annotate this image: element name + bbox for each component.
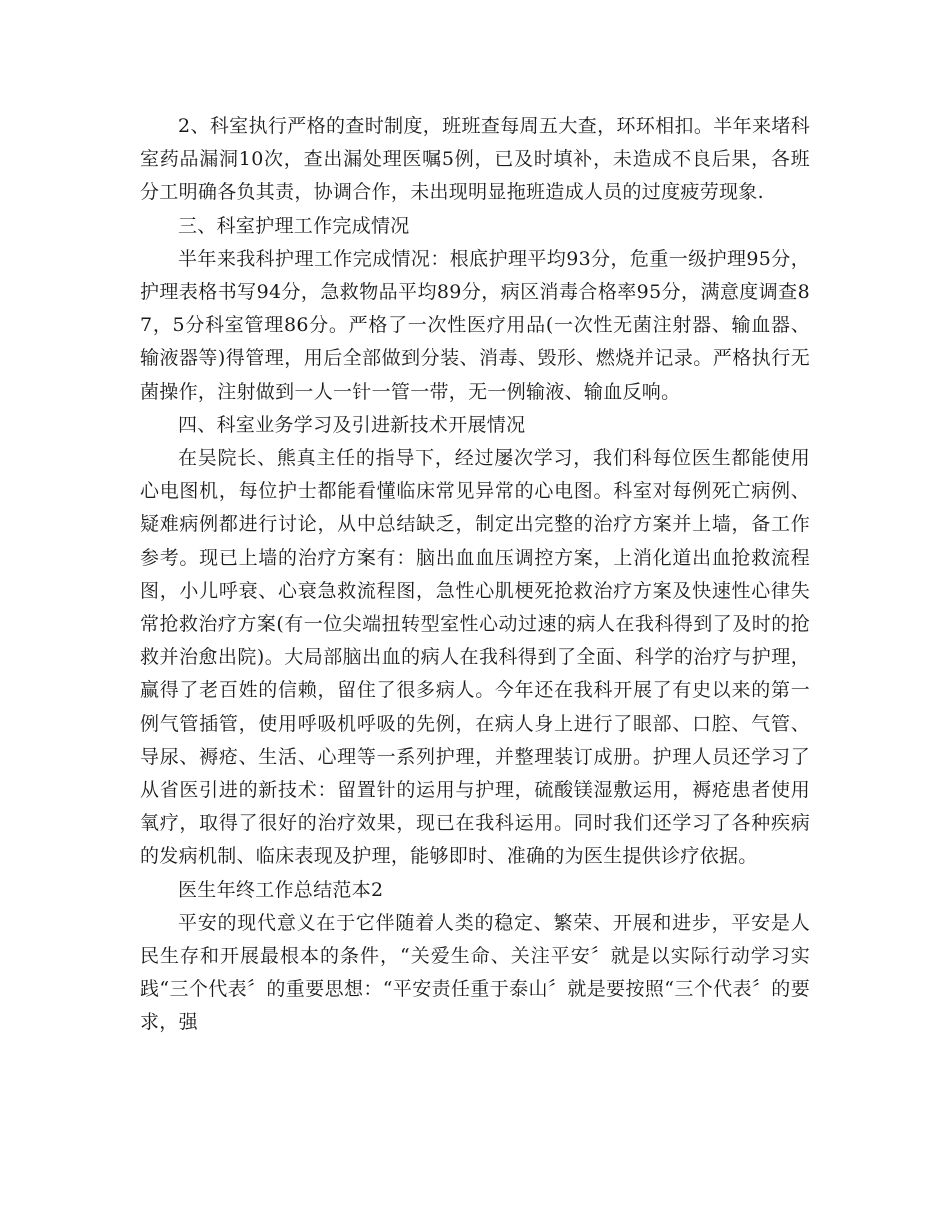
section-heading-nursing-completion: 三、科室护理工作完成情况 (178, 214, 410, 237)
paragraph-safety: 平安的现代意义在于它伴随着人类的稳定、繁荣、开展和进步，平安是人民生存和开展最根本的条件，“关爱生命、关注平安〞就是以实际行动学习实践“三个代表〞的重要思想：“平安责任重于泰山〞就是要按照“三个代表〞的要求，强 (140, 911, 810, 1034)
document-page (140, 110, 810, 1040)
section-heading-sample-2: 医生年终工作总结范本2 (178, 878, 384, 901)
paragraph-study-new-tech: 在吴院长、熊真主任的指导下，经过屡次学习，我们科每位医生都能使用心电图机，每位护士都能看懂临床常见异常的心电图。科室对每例死亡病例、疑难病例都进行讨论，从中总结缺乏，制定出完整的治疗方案并上墙，备工作参考。现已上墙的治疗方案有：脑出血血压调控方案，上消化道出血抢救流程图，小儿呼衰、心衰急救流程图，急性心肌梗死抢救治疗方案及快速性心律失常抢救治疗方案(有一位尖端扭转型室性心动过速的病人在我科得到了及时的抢救并治愈出院)。大局部脑出血的病人在我科得到了全面、科学的治疗与护理，赢得了老百姓的信赖，留住了很多病人。今年还在我科开展了有史以来的第一例气管插管，使用呼吸机呼吸的先例，在病人身上进行了眼部、口腔、气管、导尿、褥疮、生活、心理等一系列护理，并整理装订成册。护理人员还学习了从省医引进的新技术：留置针的运用与护理，硫酸镁湿敷运用，褥疮患者使用氧疗，取得了很好的治疗效果，现已在我科运用。同时我们还学习了各种疾病的发病机制、临床表现及护理，能够即时、准确的为医生提供诊疗依据。 (140, 447, 810, 868)
paragraph-duty-checks: 2、科室执行严格的查时制度，班班查每周五大查，环环相扣。半年来堵科室药品漏洞10次，查出漏处理医嘱5例，已及时填补，未造成不良后果，各班分工明确各负其责，协调合作，未出现明显拖班造成人员的过度疲劳现象. (140, 115, 810, 204)
paragraph-nursing-results: 半年来我科护理工作完成情况：根底护理平均93分，危重一级护理95分，护理表格书写94分，急救物品平均89分，病区消毒合格率95分，满意度调查87，5分科室管理86分。严格了一次性医疗用品(一次性无菌注射器、输血器、输液器等)得管理，用后全部做到分装、消毒、毁形、燃烧并记录。严格执行无菌操作，注射做到一人一针一管一带，无一例输液、输血反响。 (140, 247, 810, 403)
section-heading-study-new-tech: 四、科室业务学习及引进新技术开展情况 (178, 413, 526, 436)
